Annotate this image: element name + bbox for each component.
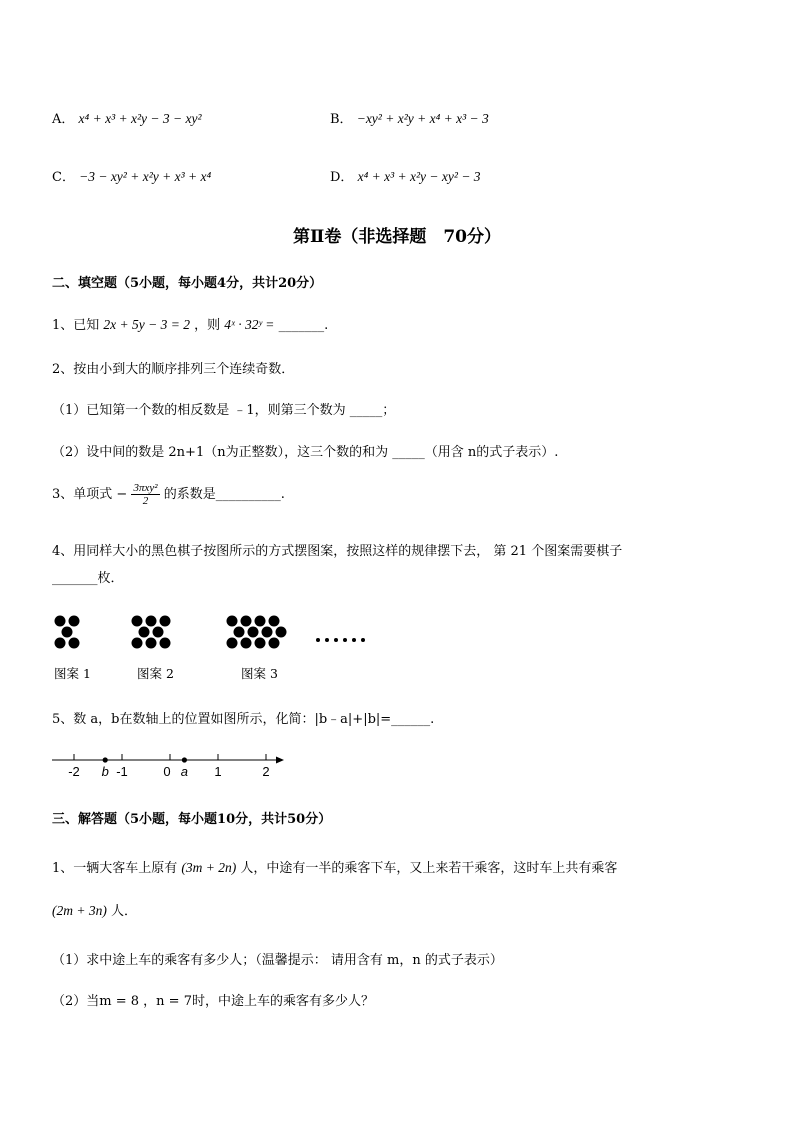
s2-question-2-stem: 2、按由小到大的顺序排列三个连续奇数． [52,362,295,377]
s3-question-1-line1 [52,857,617,876]
option-a-label: A． [52,112,75,127]
s2q3-numerator: 3πxy² [133,482,158,494]
s3q1-line1-post: 人，中途有一半的乘客下车，又上来若干乘客，这时车上共有乘客 [240,861,618,876]
s3-question-1-sub2: （2）当m = 8 ，n = 7时，中途上车的乘客有多少人？ [52,994,374,1009]
pattern-ellipsis-text: …… [50,612,52,613]
option-a-expr: x⁴ + x³ + x²y − 3 − xy² [78,111,202,126]
point-label-b: b [101,764,109,779]
s2-question-5: 5、数 a，b在数轴上的位置如图所示，化简：|b﹣a|+|b|=______. [52,712,435,727]
pattern-3 [227,616,287,649]
point-b [103,757,108,762]
s3q1-line2-expr: (2m + 3n) [52,903,107,918]
s3-question-1-sub1: （1）求中途上车的乘客有多少人；（温馨提示： 请用含有 m，n 的式子表示） [52,953,503,968]
option-d [330,166,481,185]
s2-question-2-sub1: （1）已知第一个数的相反数是 ﹣1，则第三个数为 _____； [52,403,396,418]
chess-pattern-figure [50,612,380,656]
s2q1-blank: _______. [278,318,329,333]
chess-piece [146,616,157,627]
s3q1-line2-post: 人． [111,904,138,919]
option-d-label: D． [330,170,354,185]
chess-piece [160,638,171,649]
s3q1-line1-expr: (3m + 2n) [181,860,237,875]
axis-tick-label: -2 [68,764,80,779]
option-a [52,108,202,127]
number-line [48,748,288,782]
chess-piece [55,616,66,627]
chess-piece [276,627,287,638]
s2q3-sign: − [116,487,128,502]
chess-piece [262,627,273,638]
chess-piece [269,616,280,627]
s2q3-denominator: 2 [142,495,149,507]
s3q1-line1-pre: 1、一辆大客车上原有 [52,861,178,876]
chess-piece [146,638,157,649]
chess-piece [62,627,73,638]
pattern-2 [132,616,171,649]
s2q3-suffix: 的系数是__________. [163,487,285,502]
s2-question-4-line1: 4、用同样大小的黑色棋子按图所示的方式摆图案，按照这样的规律摆下去， 第 21 个图案需要棋子 [52,544,623,559]
pattern-ellipsis [316,638,365,642]
chess-piece [269,638,280,649]
option-d-expr: x⁴ + x³ + x²y − xy² − 3 [357,169,481,184]
chess-piece [255,616,266,627]
s2q1-equation: 2x + 5y − 3 = 2 [103,317,190,332]
s2q1-prefix: 1、已知 [52,318,100,333]
chess-piece [160,616,171,627]
s2q1-mid: ，则 [194,318,221,333]
axis-arrow-icon [276,757,284,764]
s2-question-1 [52,314,328,333]
option-c [52,166,211,185]
s2q3-fraction [131,482,159,507]
chess-piece [227,638,238,649]
option-b-expr: −xy² + x²y + x⁴ + x³ − 3 [356,111,489,126]
axis-tick-label: 1 [214,764,222,779]
chess-piece [227,616,238,627]
chess-piece [139,627,150,638]
option-c-expr: −3 − xy² + x²y + x³ + x⁴ [79,169,212,184]
s2q1-expression: 4ˣ · 32ʸ = [224,317,275,332]
point-a [182,757,187,762]
axis-tick-label: 2 [262,764,270,779]
chess-piece [55,638,66,649]
chess-piece [69,616,80,627]
s2-question-4-line2: _______枚． [52,571,124,586]
section2-title: 二、填空题（5小题，每小题4分，共计20分） [52,276,323,291]
option-c-label: C． [52,170,75,185]
chess-piece [255,638,266,649]
s3-question-1-line2 [52,900,137,919]
chess-piece [132,616,143,627]
pattern-3-caption: 图案 3 [241,666,278,681]
chess-piece [69,638,80,649]
axis-tick-label: -1 [116,764,128,779]
chess-piece [132,638,143,649]
chess-piece [234,627,245,638]
pattern-2-caption: 图案 2 [137,666,174,681]
chess-piece [153,627,164,638]
chess-piece [241,638,252,649]
s2-question-2-sub2: （2）设中间的数是 2n+1（n为正整数），这三个数的和为 _____（用含 n的式子表示）. [52,445,559,460]
pattern-1 [55,616,80,649]
chess-piece [248,627,259,638]
chess-piece [241,616,252,627]
point-label-a: a [180,764,189,779]
section3-title: 三、解答题（5小题，每小题10分，共计50分） [52,812,332,827]
part2-title: 第Ⅱ卷（非选择题 70分） [293,227,501,247]
option-b [330,108,489,127]
axis-tick-label: 0 [163,764,171,779]
s2q3-prefix: 3、单项式 [52,487,113,502]
pattern-1-caption: 图案 1 [54,666,91,681]
s2-question-3 [52,482,285,507]
option-b-label: B． [330,112,353,127]
